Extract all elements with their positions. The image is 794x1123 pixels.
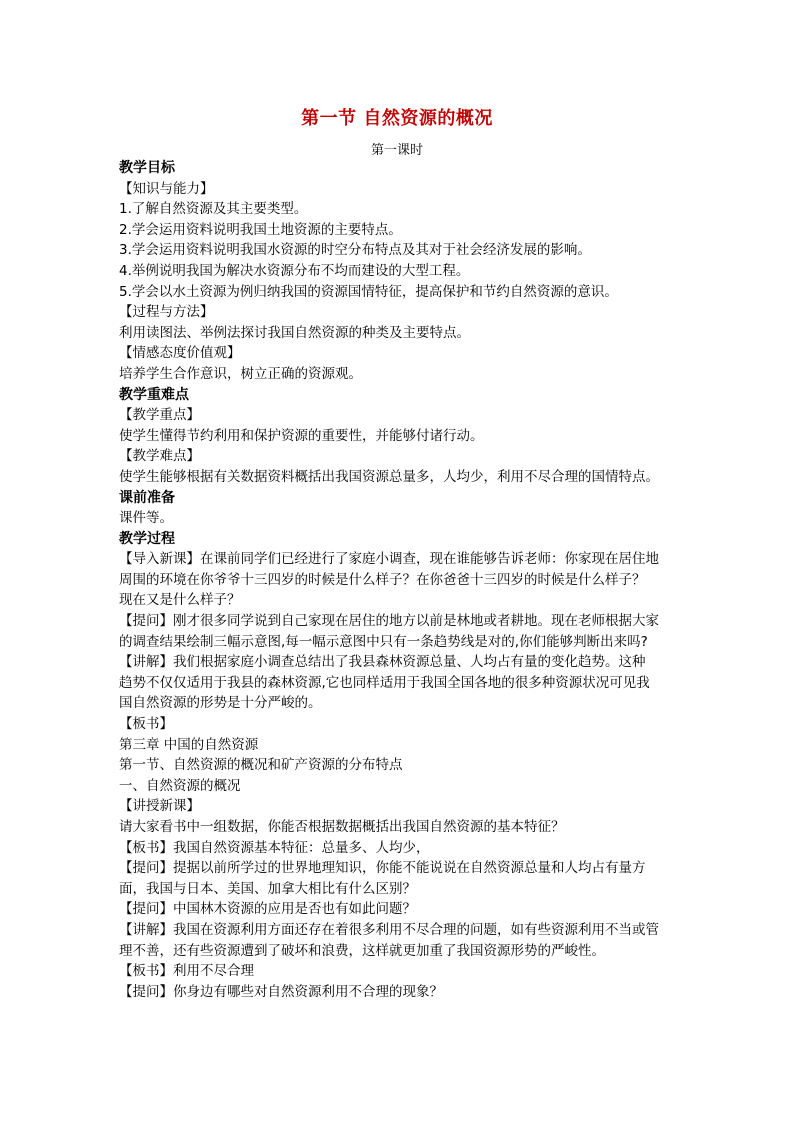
body-line: 面，我国与日本、美国、加拿大相比有什么区别？ bbox=[119, 880, 416, 897]
body-line: 5.学会以水土资源为例归纳我国的资源国情特征，提高保护和节约自然资源的意识。 bbox=[119, 283, 618, 300]
body-line: 【板书】利用不尽合理 bbox=[119, 963, 254, 980]
body-line: 趋势不仅仅适用于我县的森林资源,它也同样适用于我国全国各地的很多种资源状况可见我 bbox=[119, 674, 650, 691]
document-body bbox=[119, 158, 683, 1002]
body-line: 1.了解自然资源及其主要类型。 bbox=[119, 201, 308, 218]
body-line: 的调查结果绘制三幅示意图,每一幅示意图中只有一条趋势线是对的,你们能够判断出来吗? bbox=[119, 633, 648, 650]
section-heading: 教学过程 bbox=[119, 530, 175, 547]
body-line: 4.举例说明我国为解决水资源分布不均而建设的大型工程。 bbox=[119, 262, 470, 279]
body-line: 理不善，还有些资源遭到了破坏和浪费，这样就更加重了我国资源形势的严峻性。 bbox=[119, 942, 605, 959]
body-line: 周围的环境在你爷爷十三四岁的时候是什么样子？在你爸爸十三四岁的时候是什么样子？ bbox=[119, 571, 646, 588]
body-line: 3.学会运用资料说明我国水资源的时空分布特点及其对于社会经济发展的影响。 bbox=[119, 242, 591, 259]
section-heading: 课前准备 bbox=[119, 489, 175, 506]
body-line: 2.学会运用资料说明我国土地资源的主要特点。 bbox=[119, 221, 402, 238]
body-line: 现在又是什么样子？ bbox=[119, 592, 241, 609]
body-line: 【讲解】我国在资源利用方面还存在着很多利用不尽合理的问题，如有些资源利用不当或管 bbox=[119, 921, 659, 938]
body-line: 【情感态度价值观】 bbox=[119, 345, 241, 362]
body-line: 【过程与方法】 bbox=[119, 304, 214, 321]
body-line: 【提问】刚才很多同学说到自己家现在居住的地方以前是林地或者耕地。现在老师根据大家 bbox=[119, 613, 659, 630]
body-line: 【教学难点】 bbox=[119, 448, 200, 465]
body-line: 【导入新课】在课前同学们已经进行了家庭小调查，现在谁能够告诉老师：你家现在居住地 bbox=[119, 551, 659, 568]
body-line: 【讲授新课】 bbox=[119, 798, 200, 815]
body-line: 一、自然资源的概况 bbox=[119, 777, 241, 794]
section-heading: 教学重难点 bbox=[119, 386, 189, 403]
body-line: 使学生懂得节约利用和保护资源的重要性，并能够付诸行动。 bbox=[119, 427, 484, 444]
body-line: 第三章 中国的自然资源 bbox=[119, 736, 259, 753]
body-line: 第一节、自然资源的概况和矿产资源的分布特点 bbox=[119, 757, 403, 774]
body-line: 【教学重点】 bbox=[119, 407, 200, 424]
body-line: 利用读图法、举例法探讨我国自然资源的种类及主要特点。 bbox=[119, 324, 470, 341]
body-line: 【板书】 bbox=[119, 716, 173, 733]
document-subtitle: 第一课时 bbox=[370, 143, 423, 158]
body-line: 请大家看书中一组数据，你能否根据数据概括出我国自然资源的基本特征？ bbox=[119, 819, 565, 835]
body-line: 国自然资源的形势是十分严峻的。 bbox=[119, 695, 322, 712]
document-title: 第一节 自然资源的概况 bbox=[301, 108, 493, 129]
body-line: 课件等。 bbox=[119, 510, 173, 527]
body-line: 【提问】提据以前所学过的世界地理知识，你能不能说说在自然资源总量和人均占有量方 bbox=[119, 860, 646, 877]
body-line: 【讲解】我们根据家庭小调查总结出了我县森林资源总量、人均占有量的变化趋势。这种 bbox=[119, 654, 646, 671]
section-heading: 教学目标 bbox=[119, 160, 175, 176]
body-line: 培养学生合作意识，树立正确的资源观。 bbox=[119, 365, 362, 382]
body-line: 使学生能够根据有关数据资料概括出我国资源总量多，人均少，利用不尽合理的国情特点。 bbox=[119, 468, 659, 485]
body-line: 【板书】我国自然资源基本特征：总量多、人均少， bbox=[119, 839, 430, 856]
body-line: 【知识与能力】 bbox=[119, 180, 214, 197]
body-line: 【提问】你身边有哪些对自然资源利用不合理的现象？ bbox=[119, 983, 443, 1000]
body-line: 【提问】中国林木资源的应用是否也有如此问题？ bbox=[119, 901, 416, 918]
